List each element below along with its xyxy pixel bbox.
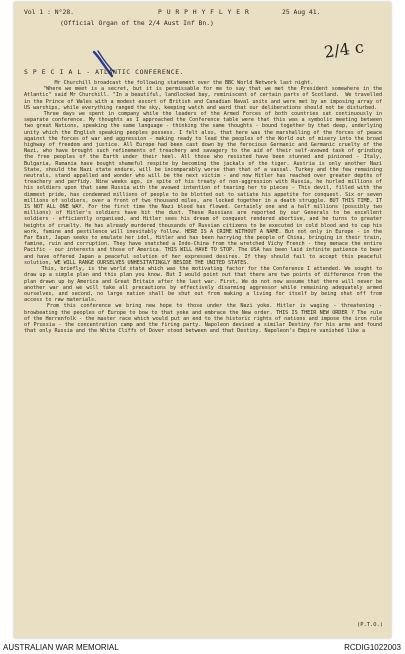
newsletter-title: P U R P H Y F L Y E R <box>158 8 250 16</box>
newsletter-page <box>14 2 391 638</box>
section-heading: S P E C I A L - ATLANTIC CONFERENCE. <box>24 68 185 76</box>
archive-name: AUSTRALIAN WAR MEMORIAL <box>3 643 119 652</box>
handwritten-annotation: 2/4 c <box>322 37 365 62</box>
page-turn-note: (P.T.O.) <box>357 622 383 628</box>
article-body: Mr Churchill broadcast the following statement over the BBC World Network last night. "Where we meet is a secret, but it is permissable for me to say that we met the President somewhere in the Atlantic" said Mr Churchill. "In a beautiful, landlocked bay, reminiscent of certain parts of Scotland. We travelled in the Prince of Wales with a modest escort of British and Canadian Naval units and were met by an imposing array of US warships, while everything ranged the sky, keeping watch and ward that our deliberations should not be disturbed. Three days we spent in company while the leaders of the Armed Forces of both countries sat continuously in separate conference. My thoughts as I approached the Conference table were that this was a symbolic meeting between two great Nations, speaking the same language - thinking the same thoughts - bound together by that deep, underlying unity which the English speaking peoples possess. I felt also, that here was the marshalling of the forces of peace against the forces of war and aggression - making ready to lead the peoples of the World out of misery into the broad highway of freedom and justice. All Europe had been cast down by the ferocious Germanic and Germanic cruelty of the Nazi, who have brought such refinements of treachery and savagery to the aid of their self-avowed task of grinding the free peoples of the Earth under their heel. All those who resisted have been stunned and pinioned - Italy, Bulgaria, Rumania have bought shameful respite by becoming the jackals of the tiger. Austria is only another Nazi State, should the Nazi state endure, will be incomparably worse than that of a vassal. Turkey and the few remaining neutrals, stand appalled and wonder who will be the next victim - and now Hitler has reached over greater depths of treachery and perfidy. Nine weeks ago, in spite of his treaty of non-aggression with Russia, he hurled millions of his soldiers upon that same Russia with the avowed intention of tearing her to pieces - This devil, filled with the dimmest pride, has condemned millions of people to be blotted out to satiate his appetite for conquest. Six or seven millions of soldiers, over a front of two thousand miles, are locked together in a death struggle. BUT THIS TIME, IT IS NOT ALL ONE WAY. For the first time the Nazi blood has flowed. Certainly one and a half millions (possibly two millions) of Hitler's soldiers have bit the dust. These Russians are reported by our Generals to be excellent soldiers - efficiently organised, and Hitler sees his dream of conquest rendered abortive, and he turns to greater heights of cruelty. He has already murdered thousands of Russian citizens to be executed in cold blood and to cap his work, famine and pestilence will inevitably follow. HERE IS A CRIME WITHOUT A NAME. But not only in Europe - in the Far East, Japan seeks to emulate her idol, Hitler and has been harrying the people of China, bringing in their train, famine, ruin and corruption. They have snatched a Indo-China from the wretched Vichy French - they menace the entire Pacific - our interests and those of America. THIS WILL HAVE TO STOP. The USA has been laid infinite patience to bear and have offered Japan a peaceful solution of her expressed desires. If they should fail to accept this peaceful solution, WE WILL RANGE OURSELVES UNHESITATINGLY BESIDE THE UNITED STATES. This, briefly, is the world state which was the motivating factor for the Conference I attended. We sought to draw up a simple plan and this plan you know. But I would point out that there are two points of difference from the plan drawn up by America and Great Britain after the last war. First, We do not now assume that there will never be another war and we will take all precautions by effectively disarming aggressor while remaining adequately armed ourselves, and second, no large nation shall be shut out from making a living for itself by being shut off from access to raw materials. From this conference we bring new hope to those under the Nazi yoke. Hitler is waging - threatening - browbeating the peoples of Europe to bow to that yoke and embrace the New order. THIS IS THEIR NEW ORDER ? The rule of the Herrenfolk - the master race which would put an end to the historic rights of nations and impose the iron rule of Prussia - the concentration camp and the firing party. Napoleon devised a similar Destiny for his arms and found that only Russia and the White Cliffs of Dover stood between and that Destiny. Napoleon's Empire vanished like a <box>24 80 382 335</box>
archive-footer <box>0 640 405 654</box>
issue-date: 25 Aug 41. <box>282 8 321 16</box>
record-id: RCDIG1022003 <box>344 643 401 652</box>
masthead <box>24 8 381 38</box>
newsletter-subtitle: (Official Organ of the 2/4 Aust Inf Bn.) <box>60 19 214 27</box>
volume-number: Vol 1 : N°28. <box>24 8 75 16</box>
